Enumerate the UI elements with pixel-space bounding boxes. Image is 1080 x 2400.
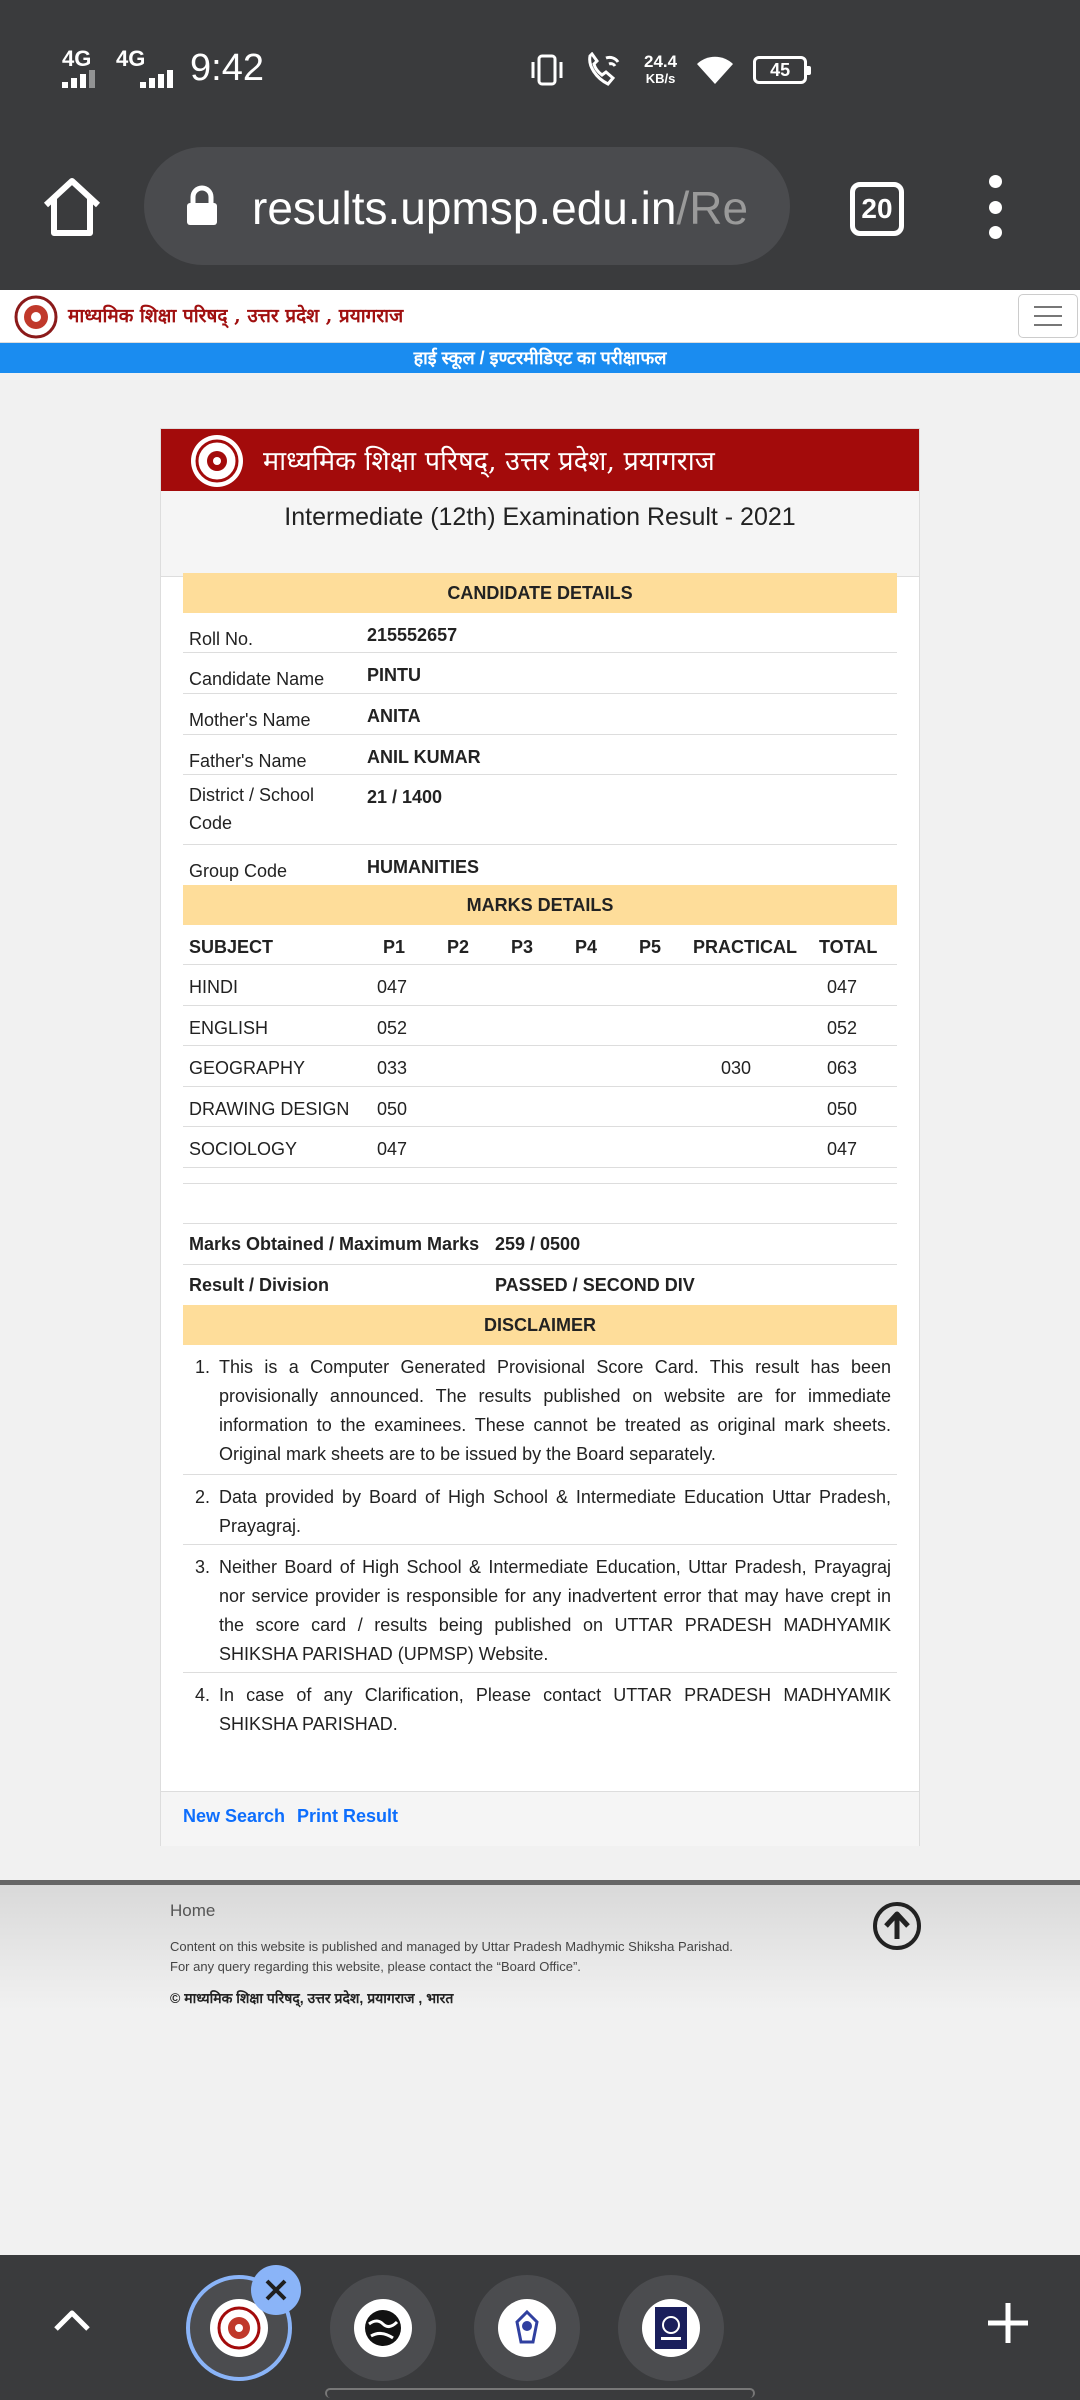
marks-spacer-row bbox=[183, 1184, 897, 1224]
disclaimer-item: 1. This is a Computer Generated Provisional Score Card. This result has been provisionally announced. The results published on website are for immediate information to the examinees. These cannot be treated as original mark sheets. Original mark sheets are to be issued by the Board separately. bbox=[183, 1345, 897, 1475]
card-banner bbox=[161, 429, 919, 491]
nav-banner[interactable]: हाई स्कूल / इण्टरमीडिएट का परीक्षाफल bbox=[0, 343, 1080, 373]
candidate-row: District / School Code 21 / 1400 bbox=[183, 775, 897, 845]
browser-toolbar bbox=[0, 145, 1080, 290]
tab-document[interactable] bbox=[618, 2275, 724, 2381]
disclaimer-item: 2. Data provided by Board of High School & Intermediate Education Uttar Pradesh, Prayagraj. bbox=[183, 1475, 897, 1545]
network-speed: 24.4 KB/s bbox=[644, 52, 678, 86]
candidate-row: Group Code HUMANITIES bbox=[189, 857, 479, 881]
home-icon[interactable] bbox=[40, 175, 104, 239]
result-title: Intermediate (12th) Examination Result - 2021 bbox=[161, 491, 919, 577]
marks-spacer-row bbox=[183, 1168, 897, 1184]
tab-emblem[interactable] bbox=[474, 2275, 580, 2381]
marks-obtained-row: Marks Obtained / Maximum Marks 259 / 0500 bbox=[183, 1224, 897, 1265]
document-thumbnail-icon bbox=[651, 2305, 691, 2351]
disclaimer-heading: DISCLAIMER bbox=[183, 1305, 897, 1345]
disclaimer-item: 3. Neither Board of High School & Intermediate Education, Uttar Pradesh, Prayagraj nor service provider is responsible for any inadvertent error that may have crept in the score card / results being published on UTTAR PRADESH MADHYAMIK SHIKSHA PARISHAD (UPMSP) Website. bbox=[183, 1545, 897, 1673]
wifi-calling-icon bbox=[584, 52, 626, 88]
page-footer bbox=[0, 1880, 1080, 2010]
marks-details-heading: MARKS DETAILS bbox=[183, 885, 897, 925]
emblem-icon bbox=[507, 2308, 547, 2348]
card-banner-title: माध्यमिक शिक्षा परिषद्, उत्तर प्रदेश, प्रयागराज bbox=[263, 446, 715, 477]
result-division-row: Result / Division PASSED / SECOND DIV bbox=[189, 1275, 695, 1295]
vibrate-icon bbox=[528, 53, 566, 87]
candidate-details-heading: CANDIDATE DETAILS bbox=[183, 573, 897, 613]
footer-home-link[interactable]: Home bbox=[170, 1901, 216, 1920]
candidate-row: Mother's Name ANITA bbox=[183, 694, 897, 735]
result-card bbox=[160, 428, 920, 1846]
candidate-row: Candidate Name PINTU bbox=[183, 653, 897, 694]
marks-row: HINDI 047 047 bbox=[183, 965, 897, 1006]
new-search-link[interactable]: New Search bbox=[183, 1806, 286, 1826]
candidate-row: Father's Name ANIL KUMAR bbox=[183, 735, 897, 775]
wifi-icon bbox=[695, 54, 735, 86]
upmsp-logo-icon bbox=[14, 295, 58, 339]
new-tab-icon[interactable] bbox=[984, 2299, 1032, 2347]
signal-2-icon: 4G bbox=[116, 52, 168, 88]
card-footer bbox=[161, 1791, 919, 1846]
marks-row: ENGLISH 052 052 bbox=[183, 1006, 897, 1046]
site-title[interactable]: माध्यमिक शिक्षा परिषद् , उत्तर प्रदेश , प्रयागराज bbox=[68, 305, 404, 327]
chevron-up-icon[interactable] bbox=[52, 2301, 92, 2341]
marks-table-header: SUBJECT P1 P2 P3 P4 P5 PRACTICAL TOTAL bbox=[183, 925, 897, 965]
marks-row: SOCIOLOGY 047 047 bbox=[183, 1127, 897, 1168]
marks-row: GEOGRAPHY 033 030 063 bbox=[183, 1046, 897, 1087]
status-bar bbox=[0, 0, 1080, 145]
scroll-to-top-icon[interactable] bbox=[872, 1901, 922, 1951]
tab-switcher-button[interactable]: 20 bbox=[850, 182, 904, 236]
footer-copyright: © माध्यमिक शिक्षा परिषद्, उत्तर प्रदेश, प्रयागराज , भारत bbox=[170, 1990, 454, 2006]
site-header bbox=[0, 290, 1080, 343]
tab-globe[interactable] bbox=[330, 2275, 436, 2381]
clock: 9:42 bbox=[190, 47, 264, 89]
signal-1-icon: 4G bbox=[62, 52, 102, 88]
lock-icon bbox=[184, 185, 220, 227]
gesture-bar bbox=[325, 2388, 755, 2398]
overflow-menu-icon[interactable] bbox=[980, 175, 1010, 239]
close-tab-icon[interactable] bbox=[251, 2265, 301, 2315]
url-text[interactable]: results.upmsp.edu.in/Re bbox=[252, 182, 749, 234]
candidate-row: Roll No. 215552657 bbox=[183, 613, 897, 653]
address-bar[interactable] bbox=[144, 147, 790, 265]
menu-toggle-button[interactable] bbox=[1018, 294, 1078, 338]
marks-row: DRAWING DESIGN 050 050 bbox=[183, 1087, 897, 1127]
footer-note: Content on this website is published and managed by Uttar Pradesh Madhymic Shiksha Parishad. For any query regarding this website, please contact the “Board Office”. bbox=[170, 1939, 733, 1974]
globe-icon bbox=[363, 2308, 403, 2348]
tab-strip bbox=[0, 2255, 1080, 2400]
battery-icon: 45 bbox=[753, 56, 807, 84]
print-result-link[interactable]: Print Result bbox=[297, 1806, 399, 1826]
board-emblem-icon bbox=[189, 433, 245, 489]
upmsp-favicon-icon bbox=[216, 2305, 262, 2351]
disclaimer-item: 4. In case of any Clarification, Please contact UTTAR PRADESH MADHYAMIK SHIKSHA PARISHAD. bbox=[195, 1685, 891, 1734]
